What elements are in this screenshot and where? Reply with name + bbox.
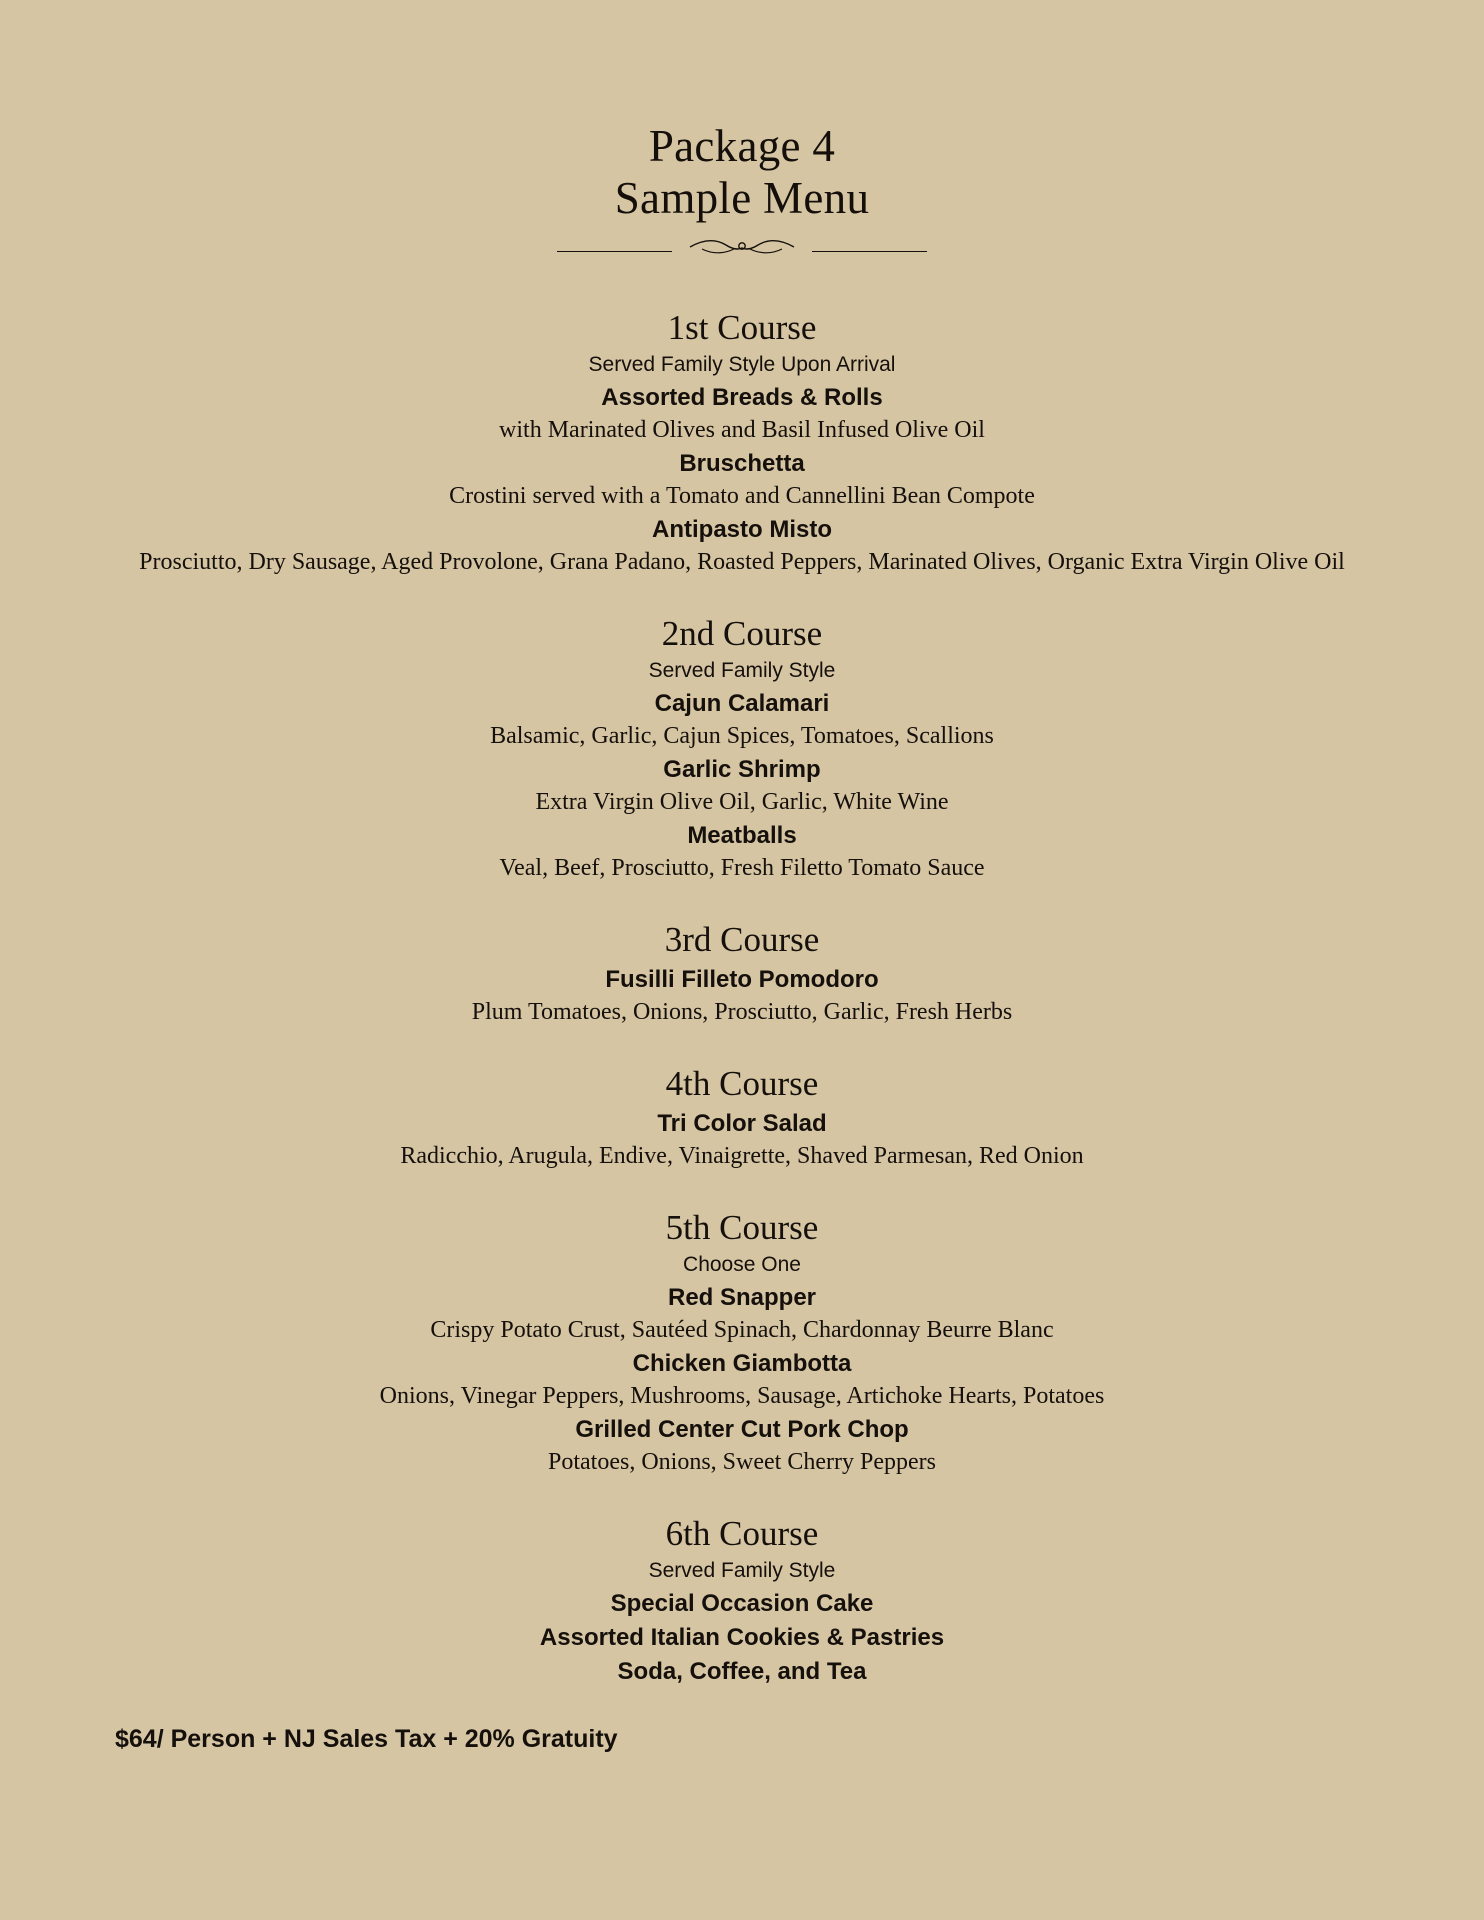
menu-item-name: Special Occasion Cake: [610, 1590, 874, 1617]
menu-item-name: Soda, Coffee, and Tea: [617, 1658, 867, 1685]
course-section: [90, 1206, 1394, 1478]
course-section: [90, 918, 1394, 1028]
course-section: [90, 306, 1394, 578]
course-list: [90, 306, 1394, 1688]
menu-item-name: Cajun Calamari: [654, 690, 830, 717]
menu-item: [90, 1282, 1394, 1346]
course-title: 5th Course: [665, 1208, 819, 1247]
menu-item: [90, 754, 1394, 818]
menu-item: [90, 688, 1394, 752]
course-subtitle: Choose One: [683, 1253, 801, 1276]
menu-item: [90, 1348, 1394, 1412]
menu-item: [90, 1656, 1394, 1688]
course-title: 4th Course: [665, 1064, 819, 1103]
menu-item-description: Prosciutto, Dry Sausage, Aged Provolone, Grana Padano, Roasted Peppers, Marinated Olives, Organic Extra Virgin Olive Oil: [139, 549, 1345, 575]
course-subtitle: Served Family Style Upon Arrival: [588, 353, 896, 376]
menu-item-description: Crispy Potato Crust, Sautéed Spinach, Chardonnay Beurre Blanc: [430, 1317, 1054, 1343]
price-line: $64/ Person + NJ Sales Tax + 20% Gratuity: [115, 1725, 618, 1753]
menu-item-name: Chicken Giambotta: [632, 1350, 852, 1377]
menu-item-description: with Marinated Olives and Basil Infused Olive Oil: [499, 417, 985, 443]
course-title: 2nd Course: [661, 614, 823, 653]
menu-item: [90, 1108, 1394, 1172]
menu-item-description: Crostini served with a Tomato and Cannellini Bean Compote: [449, 483, 1035, 509]
course-subtitle: Served Family Style: [648, 659, 836, 682]
menu-item: [90, 1588, 1394, 1620]
menu-item-description: Balsamic, Garlic, Cajun Spices, Tomatoes, Scallions: [490, 723, 994, 749]
course-section: [90, 1512, 1394, 1688]
menu-item: [90, 820, 1394, 884]
menu-item-name: Garlic Shrimp: [663, 756, 821, 783]
menu-item: [90, 382, 1394, 446]
menu-item-name: Bruschetta: [679, 450, 805, 477]
course-section: [90, 1062, 1394, 1172]
menu-item-description: Plum Tomatoes, Onions, Prosciutto, Garlic, Fresh Herbs: [471, 999, 1013, 1025]
menu-item-name: Tri Color Salad: [657, 1110, 827, 1137]
divider-line-right: [812, 251, 927, 252]
course-subtitle: Served Family Style: [648, 1559, 836, 1582]
menu-header: [90, 120, 1394, 262]
course-title: 1st Course: [667, 308, 817, 347]
menu-item-name: Assorted Italian Cookies & Pastries: [539, 1624, 945, 1651]
course-title: 3rd Course: [664, 920, 820, 959]
divider-ornament: [542, 240, 942, 262]
page-title-package: Package 4: [648, 121, 836, 171]
menu-item: [90, 448, 1394, 512]
course-section: [90, 612, 1394, 884]
menu-item: [90, 514, 1394, 578]
menu-item-name: Fusilli Filleto Pomodoro: [605, 966, 879, 993]
menu-item: [90, 964, 1394, 1028]
flourish-icon: [682, 237, 802, 261]
flourish-svg: [682, 237, 802, 257]
menu-item: [90, 1414, 1394, 1478]
menu-item: [90, 1622, 1394, 1654]
menu-item-description: Onions, Vinegar Peppers, Mushrooms, Sausage, Artichoke Hearts, Potatoes: [379, 1383, 1105, 1409]
menu-item-name: Meatballs: [687, 822, 797, 849]
menu-item-name: Grilled Center Cut Pork Chop: [575, 1416, 909, 1443]
menu-item-description: Radicchio, Arugula, Endive, Vinaigrette, Shaved Parmesan, Red Onion: [400, 1143, 1084, 1169]
page-title-sample-menu: Sample Menu: [614, 173, 870, 223]
menu-item-name: Assorted Breads & Rolls: [601, 384, 883, 411]
menu-item-name: Antipasto Misto: [652, 516, 832, 543]
divider-line-left: [557, 251, 672, 252]
menu-item-name: Red Snapper: [667, 1284, 817, 1311]
course-title: 6th Course: [665, 1514, 819, 1553]
menu-item-description: Extra Virgin Olive Oil, Garlic, White Wine: [535, 789, 949, 815]
menu-item-description: Veal, Beef, Prosciutto, Fresh Filetto Tomato Sauce: [499, 855, 985, 881]
menu-item-description: Potatoes, Onions, Sweet Cherry Peppers: [548, 1449, 936, 1475]
